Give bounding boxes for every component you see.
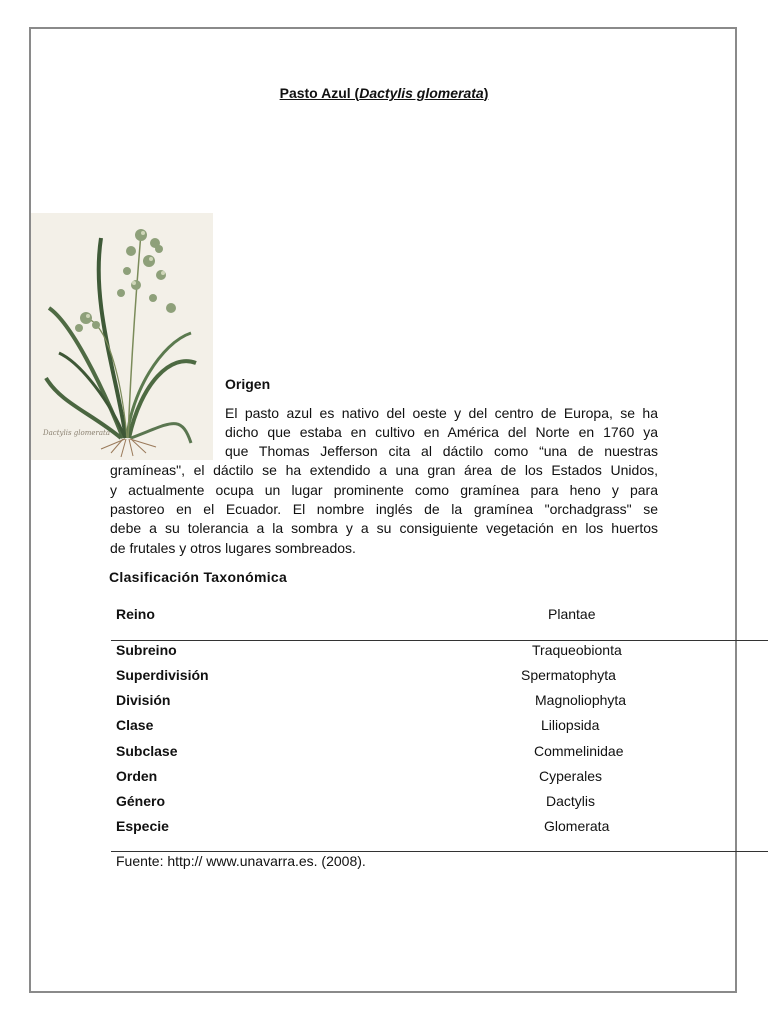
taxonomy-header-row: [116, 606, 716, 626]
origin-text-line: que Thomas Jefferson cita al dáctilo como “una de nuestras: [225, 443, 658, 459]
table-row: [116, 717, 716, 737]
rank-value: Plantae: [548, 606, 596, 622]
table-row: [116, 692, 716, 712]
origin-text-line: debe a su tolerancia a la sombra y a su consiguiente vegetación en los huertos: [110, 520, 658, 536]
origin-text-line: dicho que estaba en cultivo en América del Norte en 1760 ya: [225, 424, 658, 440]
rank-label: Reino: [116, 606, 155, 622]
origin-heading: Origen: [225, 376, 271, 392]
origin-text-line: y actualmente ocupa un lugar prominente como gramínea para heno y para: [110, 482, 658, 498]
rank-value: Glomerata: [544, 818, 610, 834]
origin-text-line: El pasto azul es nativo del oeste y del centro de Europa, se ha: [225, 405, 658, 421]
table-rule-top: [111, 640, 768, 641]
rank-value: Spermatophyta: [521, 667, 616, 683]
rank-label: Subreino: [116, 642, 177, 658]
table-rule-bottom: [111, 851, 768, 852]
rank-value: Commelinidae: [534, 743, 624, 759]
rank-label: Género: [116, 793, 166, 809]
svg-text:Dactylis glomerata: Dactylis glomerata: [43, 429, 110, 437]
rank-value: Dactylis: [546, 793, 596, 809]
rank-label: Especie: [116, 818, 169, 834]
rank-value: Magnoliophyta: [535, 692, 627, 708]
source-citation: Fuente: http:// www.unavarra.es. (2008).: [116, 853, 366, 869]
document-title: Pasto Azul (Dactylis glomerata): [279, 85, 489, 101]
rank-label: Orden: [116, 768, 158, 784]
scientific-name: Dactylis glomerata: [359, 85, 484, 101]
table-row: [116, 642, 716, 662]
origin-text-line: gramíneas", el dáctilo se ha extendido a una gran área de los Estados Unidos,: [110, 462, 658, 478]
table-row: [116, 818, 716, 838]
table-row: [116, 743, 716, 763]
table-row: [116, 793, 716, 813]
plant-illustration: [31, 213, 213, 460]
rank-label: División: [116, 692, 171, 708]
taxonomy-heading: Clasificación Taxonómica: [109, 569, 288, 585]
rank-label: Superdivisión: [116, 667, 209, 683]
grass-drawing-icon: [31, 213, 213, 460]
rank-value: Traqueobionta: [532, 642, 622, 658]
origin-text-line: pastoreo en el Ecuador. El nombre inglés de la gramínea "orchadgrass" se: [110, 501, 658, 517]
origin-text-line: de frutales y otros lugares sombreados.: [110, 540, 356, 556]
table-row: [116, 667, 716, 687]
rank-label: Clase: [116, 717, 154, 733]
rank-label: Subclase: [116, 743, 178, 759]
rank-value: Cyperales: [539, 768, 603, 784]
rank-value: Liliopsida: [541, 717, 600, 733]
table-row: [116, 768, 716, 788]
